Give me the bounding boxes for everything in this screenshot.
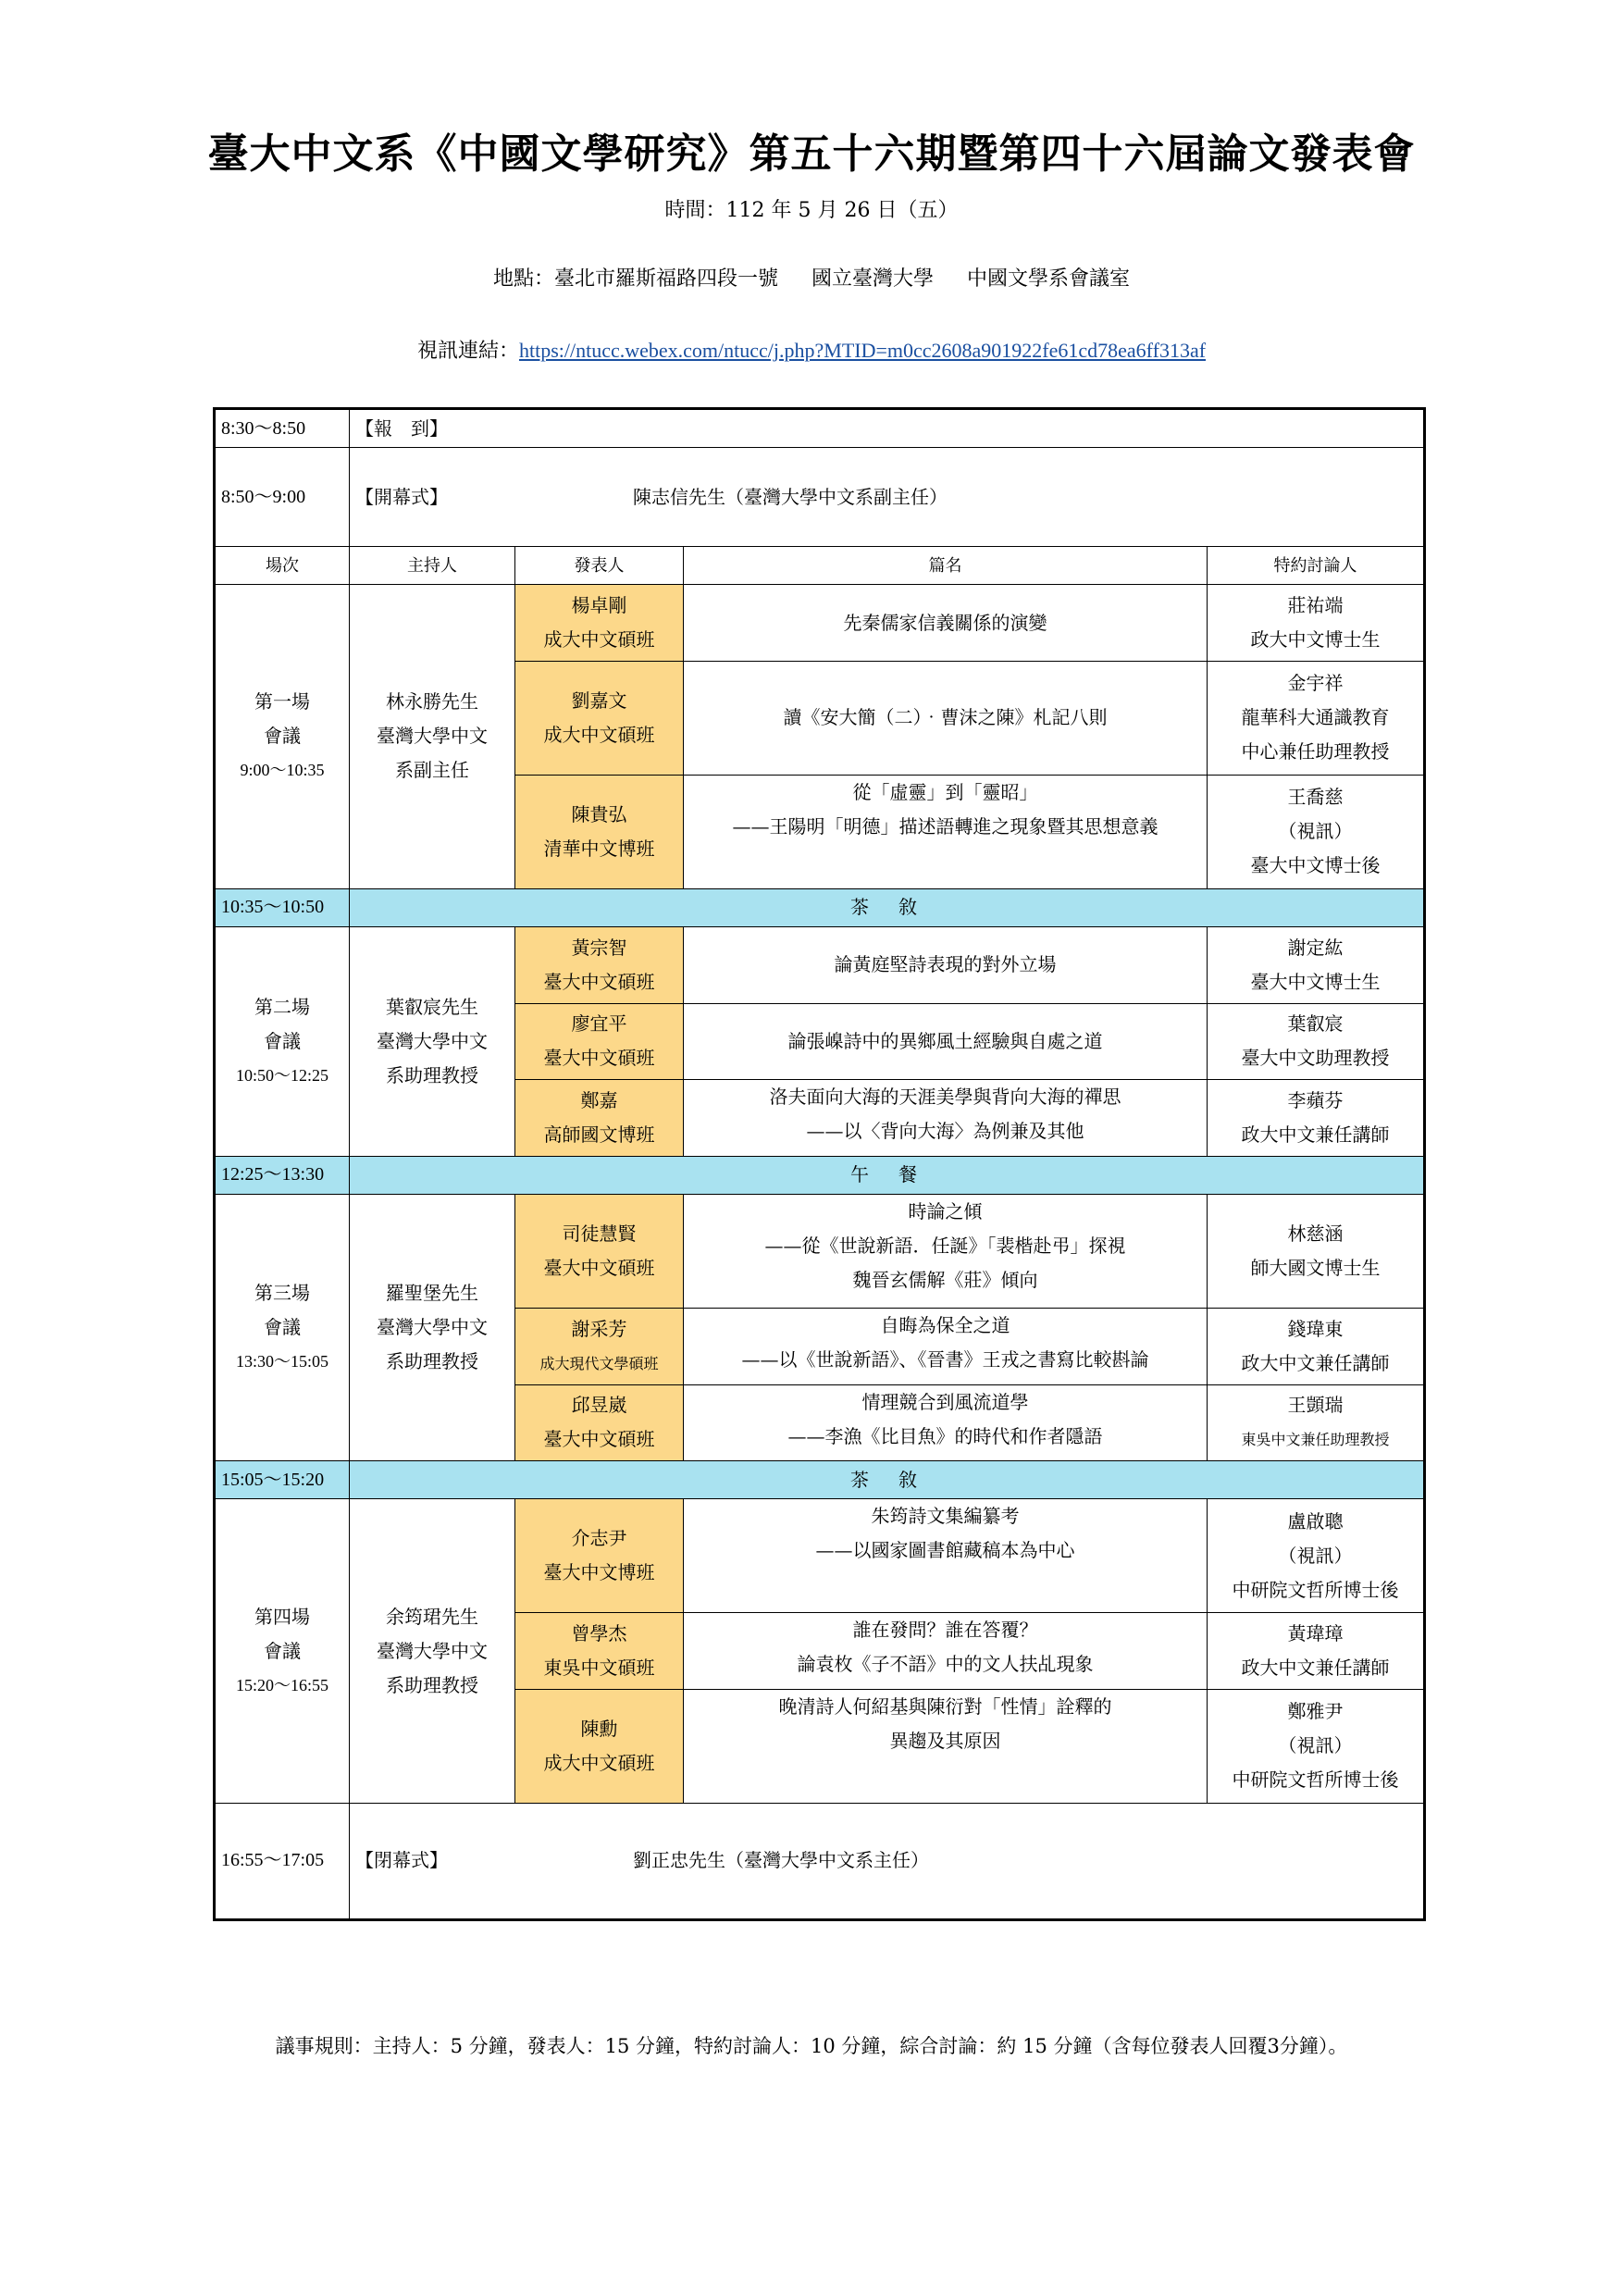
paper-title-line: 情理競合到風流道學 [861,1390,1029,1413]
discussant-line: （視訊） [1278,1734,1353,1757]
presenter-cell [515,775,684,888]
closing-cell [350,1803,1425,1919]
chair-cell [350,585,515,888]
paper-title-line: 洛夫面向大海的天涯美學與背向大海的禪思 [769,1086,1121,1109]
chair-title: 臺灣大學中文 [377,1029,488,1052]
discussant-line: 盧啟聰 [1287,1509,1344,1533]
column-header: 特約討論人 [1208,546,1425,584]
chair-title: 系助理教授 [386,1673,478,1696]
presenter-cell [515,1003,684,1080]
break-label: 茶 敘 [350,888,1425,926]
presenter-name: 曾學杰 [571,1622,627,1645]
discussant-cell [1208,1384,1425,1461]
discussant-cell [1208,926,1425,1003]
chair-name: 林永勝先生 [386,690,478,714]
session-time: 13:30～15:05 [235,1352,328,1371]
presenter-affiliation: 成大中文碩班 [543,628,655,652]
presenter-affiliation: 臺大中文碩班 [543,1256,655,1279]
discussant-line: 黃瑋璋 [1287,1622,1344,1645]
discussant-line: 中研院文哲所博士後 [1232,1769,1399,1792]
table-row [215,585,1425,662]
presenter-name: 司徒慧賢 [562,1222,637,1245]
presenter-cell [515,1613,684,1690]
column-header: 篇名 [684,546,1208,584]
discussant-line: （視訊） [1278,820,1353,843]
paper-title-cell [684,661,1208,775]
presenter-affiliation: 東吳中文碩班 [543,1657,655,1680]
session-name: 第二場 [254,995,310,1018]
paper-title-cell [684,1003,1208,1080]
location-room: 中國文學系會議室 [967,267,1131,291]
discussant-line: 臺大中文助理教授 [1241,1047,1390,1070]
discussant-line: 中心兼任助理教授 [1241,740,1390,763]
chair-cell [350,1499,515,1803]
discussant-line: 鄭雅尹 [1287,1700,1344,1723]
presenter-cell [515,1499,684,1613]
closing-label: 【閉幕式】 [355,1849,448,1872]
presenter-affiliation: 清華中文博班 [543,837,655,860]
column-header: 場次 [215,546,350,584]
paper-title-line: 從「虛靈」到「靈昭」 [852,780,1038,803]
opening-cell [350,448,1425,547]
discussant-line: 王顗瑞 [1287,1394,1344,1417]
session-time: 9:00～10:35 [240,761,325,780]
registration-time: 8:30～8:50 [215,409,350,448]
opening-row [215,448,1425,547]
discussant-cell [1208,775,1425,888]
discussant-cell [1208,1689,1425,1803]
paper-title-cell [684,926,1208,1003]
paper-title-cell [684,585,1208,662]
opening-speaker: 陳志信先生（臺灣大學中文系副主任） [633,485,948,508]
presenter-cell [515,585,684,662]
event-location [0,263,1623,292]
paper-title-line: 誰在發問？誰在答覆？ [852,1619,1038,1642]
break-row [215,1156,1425,1194]
session-name: 第三場 [254,1282,310,1305]
closing-speaker: 劉正忠先生（臺灣大學中文系主任） [633,1849,929,1872]
discussant-line: 師大國文博士生 [1250,1256,1381,1279]
discussant-cell [1208,1308,1425,1384]
chair-title: 臺灣大學中文 [377,1639,488,1662]
discussant-line: 謝定紘 [1287,936,1344,959]
video-link-line [0,335,1623,364]
presenter-name: 鄭嘉 [580,1088,618,1111]
chair-title: 系副主任 [395,759,469,782]
paper-title-line: ——以《世說新語》、《晉書》王戎之書寫比較斟論 [741,1347,1149,1371]
presenter-cell [515,1195,684,1309]
paper-title-line: 晚清詩人何紹基與陳衍對「性情」詮釋的 [778,1694,1112,1718]
paper-title-line: ——從《世說新語．任誕》「裴楷赴弔」探視 [764,1235,1126,1258]
break-time: 12:25～13:30 [215,1156,350,1194]
chair-name: 余筠珺先生 [386,1605,478,1628]
session-cell [215,585,350,888]
paper-title-line: 自晦為保全之道 [880,1313,1010,1336]
discussant-cell [1208,1499,1425,1613]
presenter-affiliation: 成大現代文學碩班 [539,1354,659,1372]
chair-cell [350,926,515,1156]
column-header: 主持人 [350,546,515,584]
discussant-line: （視訊） [1278,1544,1353,1567]
presenter-cell [515,661,684,775]
presenter-name: 陳勳 [580,1717,618,1740]
discussant-cell [1208,661,1425,775]
presenter-cell [515,1689,684,1803]
location-address: 地點：臺北市羅斯福路四段一號 [492,267,778,291]
table-row [215,926,1425,1003]
event-date: 時間：112 年 5 月 26 日（五） [664,199,959,222]
paper-title-cell [684,1080,1208,1157]
discussant-line: 政大中文兼任講師 [1241,1657,1390,1680]
presenter-name: 黃宗智 [571,936,627,959]
presenter-cell [515,1080,684,1157]
discussant-cell [1208,585,1425,662]
paper-title-line: 異趨及其原因 [889,1729,1001,1752]
session-name: 第一場 [254,690,310,714]
paper-title-line: ——以〈背向大海〉為例兼及其他 [806,1120,1084,1143]
discussant-line: 政大中文兼任講師 [1241,1351,1390,1374]
closing-row [215,1803,1425,1919]
location-university: 國立臺灣大學 [811,267,934,291]
discussant-line: 王喬慈 [1287,786,1344,809]
discussant-line: 政大中文兼任講師 [1241,1123,1390,1146]
discussant-line: 莊祐端 [1287,594,1344,617]
paper-title-line: 讀《安大簡（二）‧曹沫之陳》札記八則 [783,706,1108,729]
presenter-affiliation: 臺大中文博班 [543,1561,655,1584]
session-cell [215,1195,350,1461]
break-time: 15:05～15:20 [215,1461,350,1499]
paper-title-line: 朱筠詩文集編纂考 [871,1505,1020,1528]
chair-title: 系助理教授 [386,1350,478,1373]
opening-label: 【開幕式】 [355,485,448,508]
schedule-table [213,407,1426,1921]
break-row [215,1461,1425,1499]
presenter-affiliation: 臺大中文碩班 [543,970,655,993]
session-kind: 會議 [264,1316,301,1339]
paper-title-line: ——以國家圖書館藏稿本為中心 [815,1539,1075,1562]
registration-label: 【報 到】 [350,409,1425,448]
discussant-line: 臺大中文博士生 [1250,970,1381,993]
session-kind: 會議 [264,725,301,748]
presenter-affiliation: 成大中文碩班 [543,723,655,746]
table-row [215,1499,1425,1613]
presenter-name: 謝采芳 [571,1317,627,1340]
opening-time: 8:50～9:00 [215,448,350,547]
paper-title-line: 論黃庭堅詩表現的對外立場 [834,953,1057,976]
paper-title-line: 論袁枚《子不語》中的文人扶乩現象 [797,1653,1094,1676]
video-link[interactable]: https://ntucc.webex.com/ntucc/j.php?MTID=m0cc2608a901922fe61cd78ea6ff313af [518,339,1207,362]
break-row [215,888,1425,926]
paper-title-line: 魏晉玄儒解《莊》傾向 [852,1269,1038,1292]
presenter-affiliation: 高師國文博班 [543,1123,655,1146]
paper-title-line: 論張嵲詩中的異鄉風土經驗與自處之道 [787,1029,1103,1052]
session-name: 第四場 [254,1605,310,1628]
break-label: 午 餐 [350,1156,1425,1194]
paper-title-cell [684,1499,1208,1613]
presenter-cell [515,926,684,1003]
session-time: 15:20～16:55 [235,1675,328,1694]
discussant-line: 金宇祥 [1287,672,1344,695]
discussant-cell [1208,1613,1425,1690]
discussant-cell [1208,1080,1425,1157]
discussant-line: 葉叡宸 [1287,1012,1344,1036]
paper-title-cell [684,1384,1208,1461]
paper-title-cell [684,1613,1208,1690]
presenter-name: 楊卓剛 [571,594,627,617]
chair-title: 系助理教授 [386,1063,478,1086]
presenter-affiliation: 臺大中文碩班 [543,1428,655,1451]
paper-title-line: ——李漁《比目魚》的時代和作者隱語 [787,1424,1103,1447]
presenter-name: 廖宜平 [571,1012,627,1036]
rules-footer: 議事規則：主持人：5 分鐘，發表人：15 分鐘，特約討論人：10 分鐘，綜合討論：約 15 分鐘（含每位發表人回覆3分鐘）。 [275,2035,1348,2057]
chair-name: 羅聖堡先生 [386,1282,478,1305]
discussant-line: 錢瑋東 [1287,1317,1344,1340]
discussant-cell [1208,1003,1425,1080]
presenter-cell [515,1308,684,1384]
paper-title-cell [684,1308,1208,1384]
session-kind: 會議 [264,1029,301,1052]
session-cell [215,1499,350,1803]
closing-time: 16:55～17:05 [215,1803,350,1919]
paper-title-line: 時論之傾 [908,1200,983,1223]
discussant-line: 李蘋芬 [1287,1088,1344,1111]
discussant-line: 臺大中文博士後 [1250,854,1381,877]
break-label: 茶 敘 [350,1461,1425,1499]
chair-cell [350,1195,515,1461]
session-kind: 會議 [264,1639,301,1662]
table-row [215,1195,1425,1309]
registration-row [215,409,1425,448]
chair-title: 臺灣大學中文 [377,1316,488,1339]
session-cell [215,926,350,1156]
discussant-line: 政大中文博士生 [1250,628,1381,652]
paper-title-cell [684,1689,1208,1803]
paper-title-cell [684,775,1208,888]
discussant-line: 中研院文哲所博士後 [1232,1578,1399,1601]
presenter-name: 劉嘉文 [571,689,627,712]
presenter-name: 邱昱崴 [571,1394,627,1417]
paper-title-line: 先秦儒家信義關係的演變 [843,611,1047,634]
discussant-line: 林慈涵 [1287,1222,1344,1245]
page-title: 臺大中文系《中國文學研究》第五十六期暨第四十六屆論文發表會 [207,130,1416,178]
video-link-label: 視訊連結： [416,340,519,363]
discussant-cell [1208,1195,1425,1309]
table-header [215,546,1425,584]
discussant-line: 龍華科大通識教育 [1241,706,1390,729]
presenter-affiliation: 成大中文碩班 [543,1751,655,1774]
chair-title: 臺灣大學中文 [377,725,488,748]
presenter-name: 陳貴弘 [571,802,627,825]
paper-title-cell [684,1195,1208,1309]
break-time: 10:35～10:50 [215,888,350,926]
discussant-line: 東吳中文兼任助理教授 [1241,1431,1390,1449]
presenter-affiliation: 臺大中文碩班 [543,1047,655,1070]
chair-name: 葉叡宸先生 [386,995,478,1018]
presenter-cell [515,1384,684,1461]
column-header: 發表人 [515,546,684,584]
session-time: 10:50～12:25 [235,1065,328,1085]
presenter-name: 介志尹 [571,1527,627,1550]
paper-title-line: ——王陽明「明德」描述語轉進之現象暨其思想意義 [732,814,1158,838]
